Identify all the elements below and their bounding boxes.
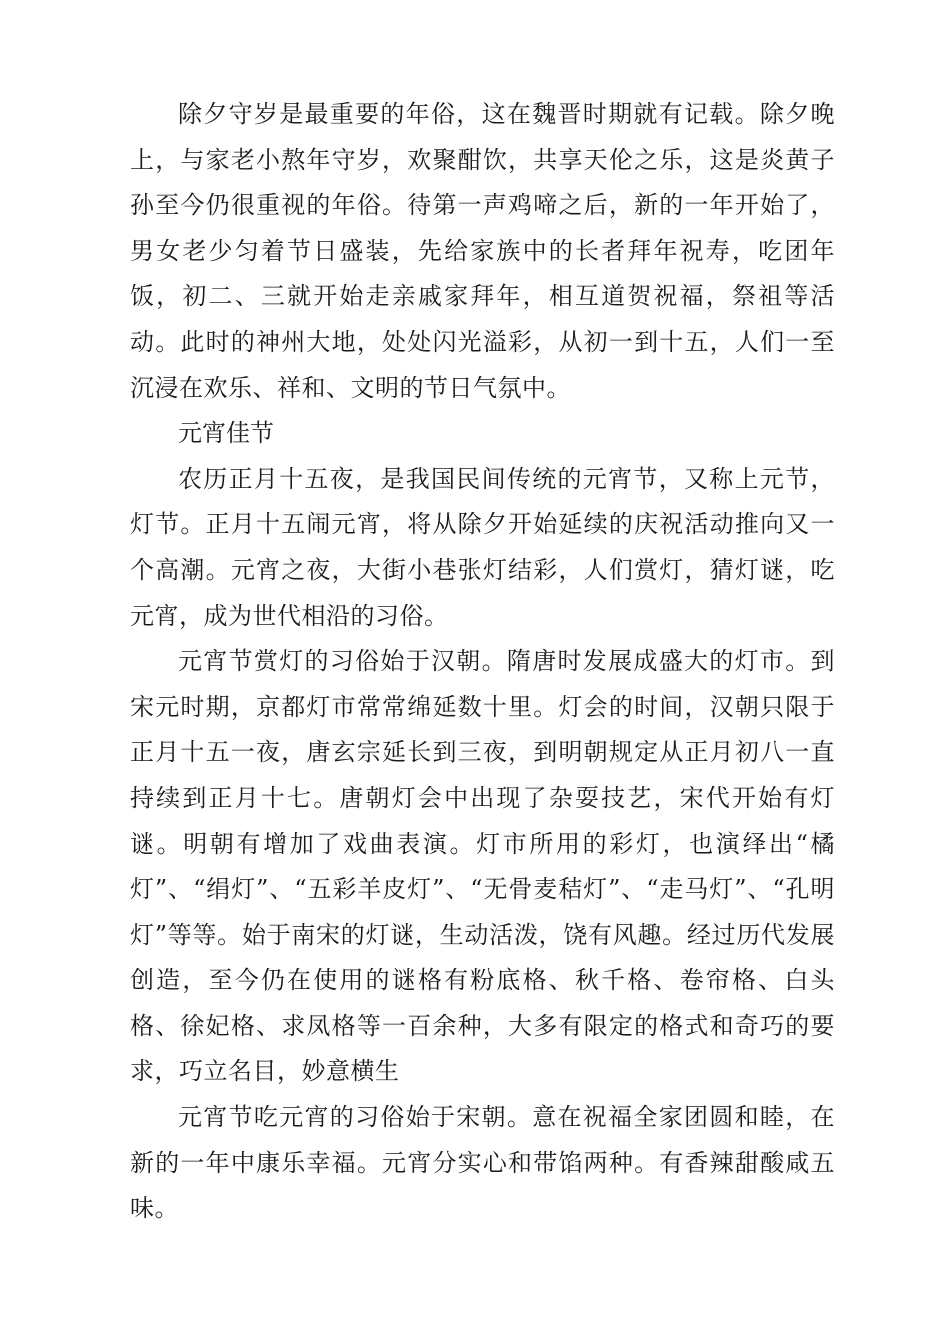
section-heading-lantern-festival: 元宵佳节	[178, 419, 274, 448]
document-body	[130, 92, 835, 1232]
paragraph-new-year-eve: 除夕守岁是最重要的年俗，这在魏晋时期就有记载。除夕晚上，与家老小熬年守岁，欢聚酣饮，共享天伦之乐，这是炎黄子孙至今仍很重视的年俗。待第一声鸡啼之后，新的一年开始了，男女老少匀着节日盛装，先给家族中的长者拜年祝寿，吃团年饭，初二、三就开始走亲戚家拜年，相互道贺祝福，祭祖等活动。此时的神州大地，处处闪光溢彩，从初一到十五，人们一至沉浸在欢乐、祥和、文明的节日气氛中。	[130, 100, 835, 402]
paragraph-yuanxiao-food: 元宵节吃元宵的习俗始于宋朝。意在祝福全家团圆和睦，在新的一年中康乐幸福。元宵分实心和带馅两种。有香辣甜酸咸五味。	[130, 1103, 835, 1223]
paragraph-lantern-festival-intro: 农历正月十五夜，是我国民间传统的元宵节，又称上元节，灯节。正月十五闹元宵，将从除夕开始延续的庆祝活动推向又一个高潮。元宵之夜，大街小巷张灯结彩，人们赏灯，猜灯谜，吃元宵，成为世代相沿的习俗。	[130, 464, 835, 630]
paragraph-lantern-viewing-history: 元宵节赏灯的习俗始于汉朝。隋唐时发展成盛大的灯市。到宋元时期，京都灯市常常绵延数十里。灯会的时间，汉朝只限于正月十五一夜，唐玄宗延长到三夜，到明朝规定从正月初八一直持续到正月十七。唐朝灯会中出现了杂耍技艺，宋代开始有灯谜。明朝有增加了戏曲表演。灯市所用的彩灯，也演绎出“橘灯”、“绢灯”、“五彩羊皮灯”、“无骨麦秸灯”、“走马灯”、“孔明灯”等等。始于南宋的灯谜，生动活泼，饶有风趣。经过历代发展创造，至今仍在使用的谜格有粉底格、秋千格、卷帘格、白头格、徐妃格、求凤格等一百余种，大多有限定的格式和奇巧的要求，巧立名目，妙意横生	[130, 647, 835, 1086]
